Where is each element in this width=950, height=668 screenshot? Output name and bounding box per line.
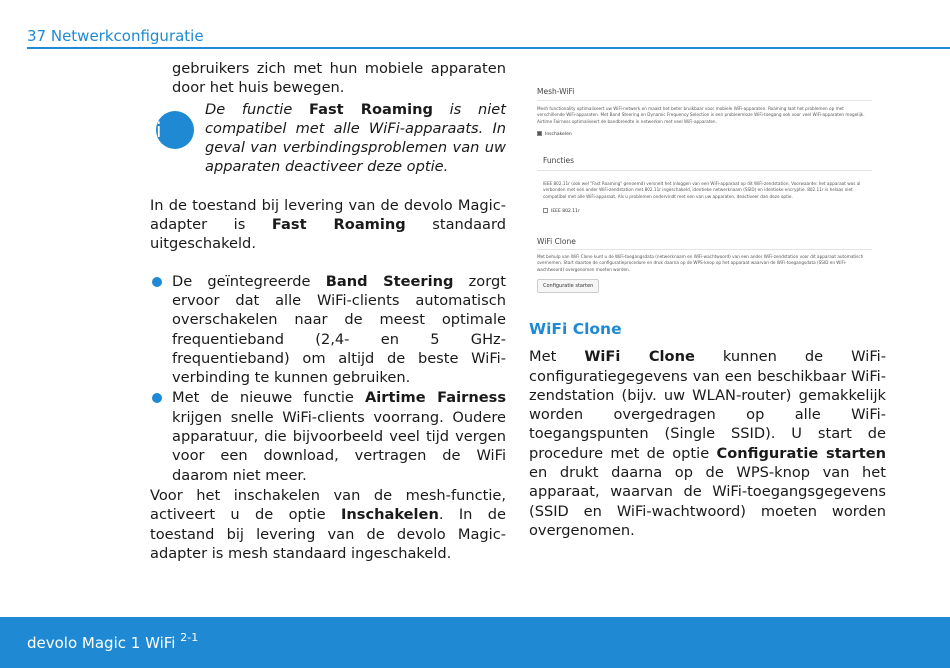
functions-description: IEEE 802.11r (ook wel "Fast Roaming" genoemd) versnelt het inloggen van een WiFi-apparaat op dit WiFi-zendstation. Voorwaarde: het apparaat was al verbonden met een ander WiFi-zendstation met 802.11r ingeschakeld, identieke netwerknaam (SSID) en identieke encryptie. 802.11r is helaas niet compatibel met alle WiFi-apparaat. Als u problemen ondervindt met een van uw apparaten, deactiveer dan deze optie. bbox=[543, 181, 861, 199]
footer-version: 2-1 bbox=[180, 631, 199, 644]
page-footer bbox=[0, 617, 950, 668]
para1-pre: In de toestand bij levering van de devolo Magic-adapter is bbox=[150, 196, 506, 234]
bullet1-pre: De geïntegreerde bbox=[172, 272, 326, 290]
bullet2-post: krijgen snelle WiFi-clients voorrang. Oudere apparatuur, die bijvoorbeeld veel tijd vergen voor een download, vertragen de WiFi daarom niet meer. bbox=[172, 408, 506, 484]
mesh-wifi-description: Mesh functionality optimaliseert uw WiFi-netwerk en maakt het beter bruikbaar voor mobiele WiFi-apparaten. Roaming laat het problemen op met verschillende WiFi-apparaten. Met Band Steering en Dynamic Frequency Selection is een probleemloze WiFi-toegang ook voor veel WiFi-apparaten mogelijk. Airtime Fairness optimaliseert de bandbreedte in netwerken met veel WiFi-apparaten. bbox=[537, 106, 865, 124]
list-item bbox=[150, 272, 506, 388]
wifi-clone-description: Met behulp van WiFi Clone kunt u de WiFi-toegangsdata (netwerknaam en WiFi-wachtwoord) van een ander WiFi-zendstation voor dit apparaat automatisch overnemen. Start daartoe de configuratieprocedure en druk daarna op de WPS-knop op het apparaat waarvan de WiFi-toegangsdata (SSID en WiFi-wachtwoord) overgenomen moeten worden. bbox=[537, 254, 864, 272]
clone-p-mid: kunnen de WiFi-configuratiegegevens van een beschikbaar WiFi-zendstation (bijv. uw WLAN-router) gemakkelijk worden overgedragen op alle WiFi-toegangspunten (Single SSID). U start de procedure met de optie bbox=[529, 348, 886, 462]
clone-p-post: en drukt daarna op de WPS-knop van het apparaat, waarvan de WiFi-toegangsgegevens (SSID en WiFi-wachtwoord) moeten worden overgenomen. bbox=[529, 464, 886, 539]
wifi-clone-paragraph bbox=[529, 347, 886, 540]
list-item bbox=[150, 388, 506, 484]
functions-heading: Functies bbox=[543, 156, 575, 165]
bullet-dot-icon bbox=[152, 393, 162, 403]
configuration-start-button[interactable]: Configuratie starten bbox=[537, 279, 599, 293]
clone-p-bold2: Configuratie starten bbox=[716, 444, 886, 462]
bullet-dot-icon bbox=[152, 277, 162, 287]
ieee-80211r-option[interactable] bbox=[543, 208, 580, 214]
para2-pre: Voor het inschakelen van de mesh-functie, activeert u de optie bbox=[150, 486, 506, 524]
feature-list bbox=[150, 272, 506, 485]
settings-screenshot bbox=[529, 82, 874, 297]
para1-post: standaard uitgeschakeld. bbox=[150, 216, 506, 253]
clone-p-pre: Met bbox=[529, 348, 585, 366]
para1-bold: Fast Roaming bbox=[271, 216, 406, 234]
left-column bbox=[150, 59, 506, 563]
page-header bbox=[0, 0, 950, 50]
para2-post: . In de toestand bij levering van de devolo Magic-adapter is mesh standaard ingeschakeld. bbox=[150, 506, 506, 562]
bullet1-bold: Band Steering bbox=[325, 272, 454, 290]
info-icon: i bbox=[156, 111, 194, 149]
divider bbox=[537, 170, 872, 171]
paragraph-fast-roaming bbox=[150, 196, 506, 254]
footer-product bbox=[27, 631, 199, 652]
header-rule bbox=[27, 47, 950, 49]
intro-text: gebruikers zich met hun mobiele apparaten door het huis bewegen. bbox=[172, 60, 506, 97]
mesh-enable-checkbox[interactable] bbox=[537, 131, 542, 136]
mesh-enable-option[interactable] bbox=[537, 131, 572, 137]
ieee-80211r-checkbox[interactable] bbox=[543, 208, 548, 213]
info-note bbox=[150, 100, 506, 177]
divider bbox=[537, 249, 872, 250]
note-text-post: is niet compatibel met alle WiFi-apparaats. In geval van verbindingsproblemen van uw apparaten deactiveer deze optie. bbox=[205, 100, 506, 176]
bullet2-pre: Met de nieuwe functie bbox=[172, 389, 366, 407]
right-column bbox=[529, 320, 886, 540]
bullet2-bold: Airtime Fairness bbox=[365, 389, 507, 407]
bullet1-post: zorgt ervoor dat alle WiFi-clients automatisch overschakelen naar de meest optimale frequentieband (2,4- en 5 GHz-frequentieband) om altijd de beste WiFi-verbinding te kunnen gebruiken. bbox=[172, 272, 506, 387]
wifi-clone-heading: WiFi Clone bbox=[537, 237, 576, 246]
footer-product-name: devolo Magic 1 WiFi bbox=[27, 634, 176, 652]
ieee-80211r-label: IEEE 802.11r bbox=[551, 209, 580, 214]
paragraph-mesh bbox=[150, 486, 506, 563]
para2-bold: Inschakelen bbox=[340, 506, 439, 524]
divider bbox=[537, 100, 872, 101]
mesh-enable-label: Inschakelen bbox=[545, 132, 572, 137]
wifi-clone-title: WiFi Clone bbox=[529, 320, 622, 338]
mesh-wifi-heading: Mesh-WiFi bbox=[537, 87, 575, 96]
clone-p-bold1: WiFi Clone bbox=[584, 348, 695, 366]
note-text-bold: Fast Roaming bbox=[309, 100, 433, 118]
note-text-pre: De functie bbox=[205, 100, 310, 118]
chapter-title: 37 Netwerkconfiguratie bbox=[27, 27, 204, 45]
